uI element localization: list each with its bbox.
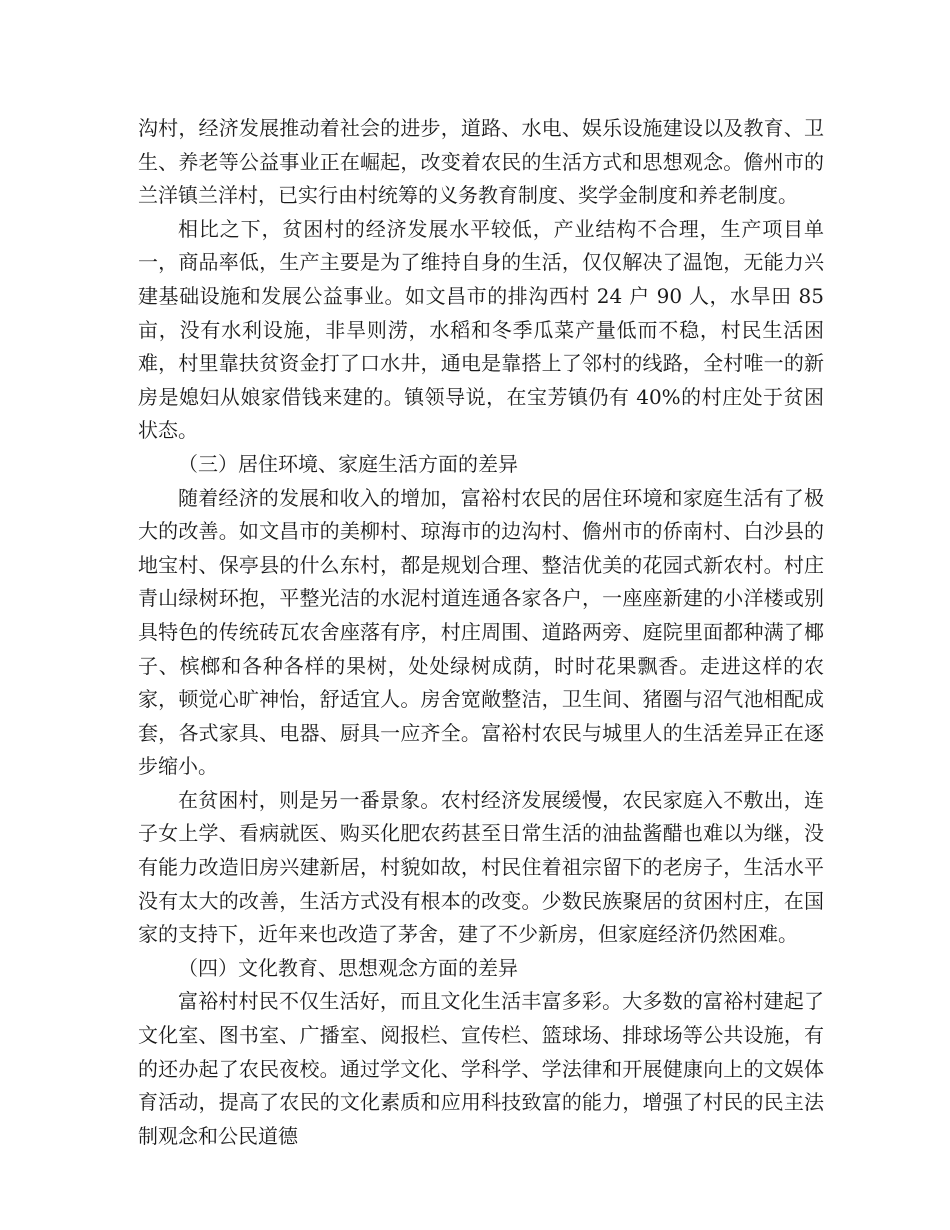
paragraph-poor-village-living: 在贫困村，则是另一番景象。农村经济发展缓慢，农民家庭入不敷出，连子女上学、看病就医、购买化肥农药甚至日常生活的油盐酱醋也难以为继，没有能力改造旧房兴建新居，村貌如故，村民住着祖宗留下的老房子，生活水平没有太大的改善，生活方式没有根本的改变。少数民族聚居的贫困村庄，在国家的支持下，近年来也改造了茅舍，建了不少新房，但家庭经济仍然困难。 (138, 787, 824, 947)
paragraph-continuation: 沟村，经济发展推动着社会的进步，道路、水电、娱乐设施建设以及教育、卫生、养老等公益事业正在崛起，改变着农民的生活方式和思想观念。儋州市的兰洋镇兰洋村，已实行由村统筹的义务教育制度、奖学金制度和养老制度。 (138, 116, 824, 208)
document-body (138, 112, 824, 1153)
paragraph-rich-village-culture: 富裕村村民不仅生活好，而且文化生活丰富多彩。大多数的富裕村建起了文化室、图书室、广播室、阅报栏、宣传栏、篮球场、排球场等公共设施，有的还办起了农民夜校。通过学文化、学科学、学法律和开展健康向上的文娱体育活动，提高了农民的文化素质和应用科技致富的能力，增强了村民的民主法制观念和公民道德 (138, 989, 824, 1148)
section-heading-living-environment: （三）居住环境、家庭生活方面的差异 (178, 451, 518, 476)
paragraph-poor-village-economy: 相比之下，贫困村的经济发展水平较低，产业结构不合理，生产项目单一，商品率低，生产主要是为了维持自身的生活，仅仅解决了温饱，无能力兴建基础设施和发展公益事业。如文昌市的排沟西村 24 户 90 人，水旱田 85 亩，没有水利设施，非旱则涝，水稻和冬季瓜菜产量低而不稳，村民生活困难，村里靠扶贫资金打了口水井，通电是靠搭上了邻村的线路，全村唯一的新房是媳妇从娘家借钱来建的。镇领导说，在宝芳镇仍有 40%的村庄处于贫困状态。 (138, 216, 824, 443)
paragraph-rich-village-living: 随着经济的发展和收入的增加，富裕村农民的居住环境和家庭生活有了极大的改善。如文昌市的美柳村、琼海市的边沟村、儋州市的侨南村、白沙县的地宝村、保亭县的什么东村，都是规划合理、整洁优美的花园式新农村。村庄青山绿树环抱，平整光洁的水泥村道连通各家各户，一座座新建的小洋楼或别具特色的传统砖瓦农舍座落有序，村庄周围、道路两旁、庭院里面都种满了椰子、槟榔和各种各样的果树，处处绿树成荫，时时花果飘香。走进这样的农家，顿觉心旷神怡，舒适宜人。房舍宽敞整洁，卫生间、猪圈与沼气池相配成套，各式家具、电器、厨具一应齐全。富裕村农民与城里人的生活差异正在逐步缩小。 (138, 485, 824, 779)
section-heading-culture-education: （四）文化教育、思想观念方面的差异 (178, 955, 518, 980)
